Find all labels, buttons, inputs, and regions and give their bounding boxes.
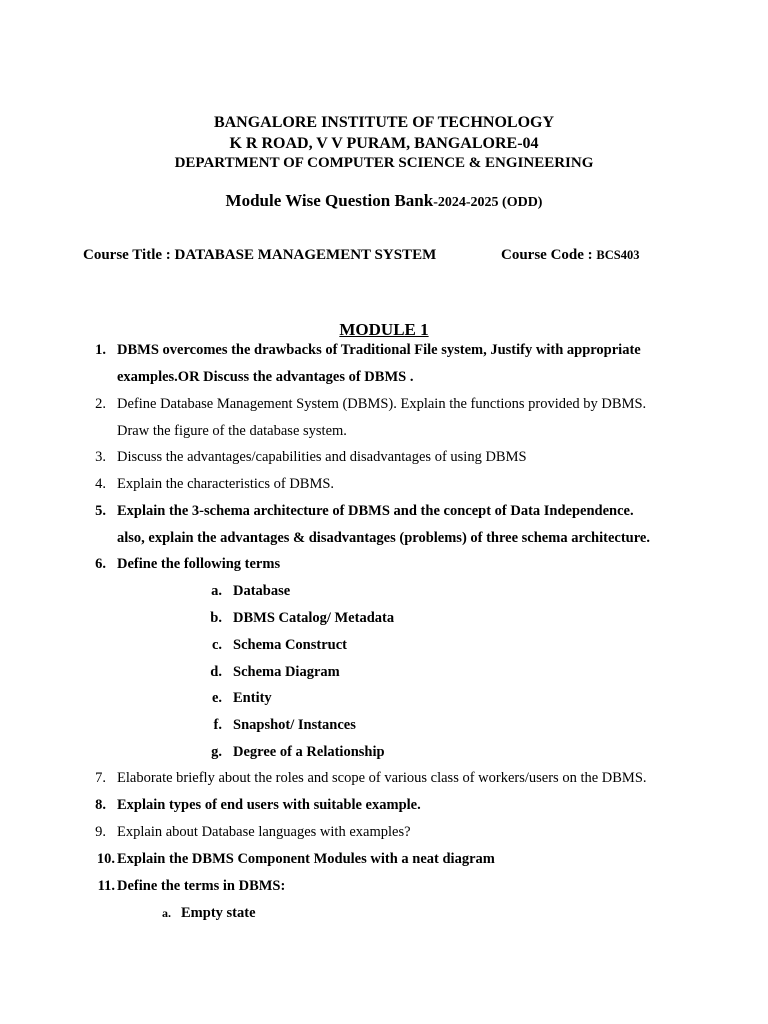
question-text: DBMS overcomes the drawbacks of Traditional File system, Justify with appropriate [117, 342, 641, 358]
module-heading: MODULE 1 [339, 320, 429, 339]
question-number: 9. [95, 824, 106, 840]
term-text: DBMS Catalog/ Metadata [233, 610, 395, 626]
bank-title: Module Wise Question Bank [225, 191, 434, 210]
question-text: Explain types of end users with suitable example. [117, 797, 421, 813]
course-code-value: BCS403 [596, 248, 640, 262]
institute-address: K R ROAD, V V PURAM, BANGALORE-04 [229, 135, 539, 152]
question-number: 6. [95, 556, 106, 572]
term-letter: e. [211, 690, 222, 706]
question-text: Explain about Database languages with examples? [117, 824, 411, 840]
question-text: Define the terms in DBMS: [117, 878, 286, 894]
question-number: 5. [95, 503, 106, 519]
term-letter: d. [210, 664, 222, 680]
question-bank-title [0, 191, 768, 211]
question-number: 11. [97, 878, 115, 894]
course-title: Course Title : DATABASE MANAGEMENT SYSTEM [83, 247, 437, 263]
term-text: Schema Diagram [233, 664, 340, 680]
question-text: Discuss the advantages/capabilities and disadvantages of using DBMS [117, 449, 527, 465]
term-letter: g. [211, 744, 222, 760]
department-name: DEPARTMENT OF COMPUTER SCIENCE & ENGINEERING [174, 155, 594, 171]
question-number: 7. [95, 770, 106, 786]
question-text: examples.OR Discuss the advantages of DBMS . [117, 369, 414, 385]
question-text: Define Database Management System (DBMS). Explain the functions provided by DBMS. [117, 396, 647, 412]
term-letter: a. [211, 583, 222, 599]
term-text: Entity [233, 690, 272, 706]
term-text: Degree of a Relationship [233, 744, 385, 760]
term-letter: a. [162, 906, 171, 920]
question-number: 3. [95, 449, 106, 465]
question-text: Explain the 3-schema architecture of DBMS and the concept of Data Independence. [117, 503, 634, 519]
question-text: Explain the characteristics of DBMS. [117, 476, 335, 492]
question-number: 4. [95, 476, 106, 492]
question-text: Elaborate briefly about the roles and scope of various class of workers/users on the DBMS. [117, 770, 647, 786]
question-number: 2. [95, 396, 106, 412]
question-number: 8. [95, 797, 106, 813]
question-number: 1. [95, 342, 106, 358]
term-text: Snapshot/ Instances [233, 717, 356, 733]
term-letter: c. [211, 637, 222, 653]
term-text: Database [233, 583, 291, 599]
term-text: Empty state [181, 905, 256, 921]
question-text: Define the following terms [117, 556, 281, 572]
course-code-label: Course Code : [501, 247, 597, 263]
question-text: also, explain the advantages & disadvantages (problems) of three schema architecture. [117, 530, 650, 546]
term-letter: f. [213, 717, 222, 733]
term-text: Schema Construct [233, 637, 347, 653]
institute-name: BANGALORE INSTITUTE OF TECHNOLOGY [213, 114, 555, 131]
question-text: Draw the figure of the database system. [117, 423, 347, 439]
question-text: Explain the DBMS Component Modules with a neat diagram [117, 851, 495, 867]
bank-year: -2024-2025 (ODD) [433, 195, 543, 210]
course-code [501, 247, 639, 264]
question-number: 10. [96, 851, 115, 867]
term-letter: b. [210, 610, 222, 626]
